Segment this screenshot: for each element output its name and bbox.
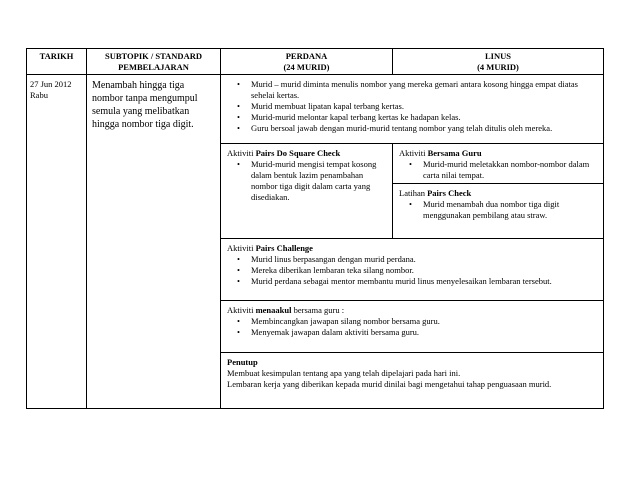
pairs-square-heading xyxy=(227,148,386,159)
pairs-check-heading xyxy=(399,188,597,199)
pairs-square-list xyxy=(227,159,386,203)
list-item: • Murid menambah dua nombor tiga digit menggunakan pembilang atau straw. xyxy=(423,199,597,221)
subtopic-cell xyxy=(87,75,221,409)
list-item: • Murid – murid diminta menulis nombor yang mereka gemari antara kosong hingga empat diatas sehelai kertas. xyxy=(251,79,597,101)
header-tarikh: TARIKH xyxy=(27,49,87,75)
activities-cell xyxy=(221,75,604,409)
activity-prefix: Aktiviti xyxy=(227,305,256,315)
linus-activities xyxy=(393,144,603,238)
activity-title: Pairs Do Square Check xyxy=(255,148,341,158)
penutup-heading xyxy=(227,357,597,368)
activity-suffix: bersama guru : xyxy=(291,305,345,315)
list-item: • Murid-murid mengisi tempat kosong dalam bentuk lazim penambahan nombor tiga digit dalam carta yang disediakan. xyxy=(251,159,386,203)
intro-block xyxy=(221,75,603,144)
list-item: • Guru bersoal jawab dengan murid-murid tentang nombor yang telah ditulis oleh mereka. xyxy=(251,123,597,134)
penutup-block xyxy=(221,353,603,394)
header-linus: LINUS (4 MURID) xyxy=(393,49,604,75)
split-block xyxy=(221,144,603,239)
activity-prefix: Aktiviti xyxy=(399,148,428,158)
list-item: • Murid membuat lipatan kapal terbang kertas. xyxy=(251,101,597,112)
pairs-square-block xyxy=(221,144,393,238)
list-item: • Murid-murid meletakkan nombor-nombor dalam carta nilai tempat. xyxy=(423,159,597,181)
pairs-challenge-heading xyxy=(227,243,597,254)
list-item: • Murid perdana sebagai mentor membantu murid linus menyelesaikan lembaran tersebut. xyxy=(251,276,597,287)
lesson-plan-table xyxy=(26,48,604,409)
penutup-line-1: Membuat kesimpulan tentang apa yang telah dipelajari pada hari ini. xyxy=(227,368,461,378)
penutup-title: Penutup xyxy=(227,357,258,367)
intro-list xyxy=(227,79,597,134)
subtopic-text: Menambah hingga tiga nombor tanpa mengumpul semula yang melibatkan hingga nombor tiga digit. xyxy=(92,80,198,130)
activity-prefix: Aktiviti xyxy=(227,148,256,158)
menaakul-heading xyxy=(227,305,597,316)
lesson-row xyxy=(27,75,604,409)
activity-title: Bersama Guru xyxy=(427,148,482,158)
pairs-challenge-list xyxy=(227,254,597,287)
bersama-guru-heading xyxy=(399,148,597,159)
header-row xyxy=(27,49,604,75)
bersama-guru-list xyxy=(399,159,597,181)
day-text: Rabu xyxy=(30,90,48,100)
bersama-guru-block xyxy=(393,144,603,184)
date-cell xyxy=(27,75,87,409)
activity-prefix: Latihan xyxy=(399,188,428,198)
header-perdana: PERDANA (24 MURID) xyxy=(221,49,393,75)
activity-title: Pairs Challenge xyxy=(255,243,313,253)
date-text: 27 Jun 2012 xyxy=(30,79,72,89)
list-item: • Murid linus berpasangan dengan murid perdana. xyxy=(251,254,597,265)
menaakul-list xyxy=(227,316,597,338)
activity-prefix: Aktiviti xyxy=(227,243,256,253)
header-subtopik: SUBTOPIK / STANDARD PEMBELAJARAN xyxy=(87,49,221,75)
pairs-check-list xyxy=(399,199,597,221)
activity-title: menaakul xyxy=(255,305,292,315)
list-item: • Membincangkan jawapan silang nombor bersama guru. xyxy=(251,316,597,327)
activity-title: Pairs Check xyxy=(427,188,472,198)
pairs-check-block xyxy=(393,184,603,238)
list-item: • Mereka diberikan lembaran teka silang nombor. xyxy=(251,265,597,276)
list-item: • Murid-murid melontar kapal terbang kertas ke hadapan kelas. xyxy=(251,112,597,123)
menaakul-block xyxy=(221,301,603,353)
pairs-challenge-block xyxy=(221,239,603,301)
list-item: • Menyemak jawapan dalam aktiviti bersama guru. xyxy=(251,327,597,338)
penutup-line-2: Lembaran kerja yang diberikan kepada murid dinilai bagi mengetahui tahap penguasaan murid. xyxy=(227,379,552,389)
